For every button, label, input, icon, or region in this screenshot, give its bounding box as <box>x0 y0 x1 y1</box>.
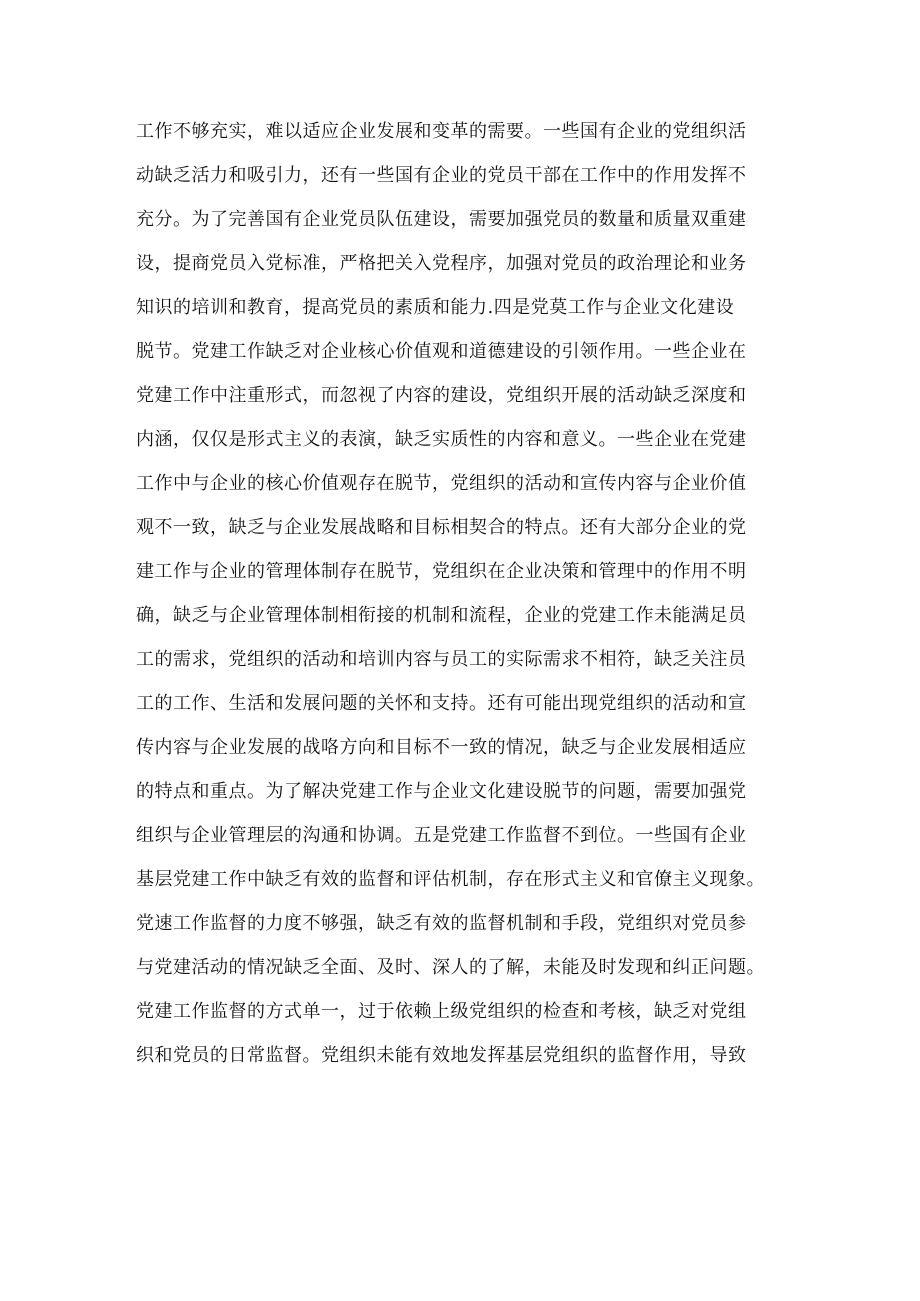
text-line: 基层党建工作中缺乏有效的监督和评估机制，存在形式主义和官僚主义现象。 <box>136 869 765 890</box>
text-line: 建工作与企业的管理体制存在脱节，党组织在企业决策和管理中的作用不明 <box>136 561 747 582</box>
text-line: 确，缺乏与企业管理体制相衔接的机制和流程，企业的党建工作未能满足员 <box>136 605 747 626</box>
text-line: 设，提商党员入党标准，严格把关入党程序，加强对党员的政治理论和业务 <box>136 253 747 274</box>
text-line: 组织与企业管理层的沟通和协调。五是党建工作监督不到位。一些国有企业 <box>136 825 747 846</box>
text-line: 传内容与企业发展的战咯方向和目标不一致的情况，缺乏与企业发展相适应 <box>136 737 747 758</box>
text-line: 与党建活动的情况缺乏全面、及时、深人的了解，未能及时发现和纠正问题。 <box>136 957 765 978</box>
text-line: 工的需求，党组织的活动和培训内容与员工的实际需求不相符，缺乏关注员 <box>136 649 747 670</box>
body-text <box>136 110 804 1078</box>
text-line: 工作不够充实，难以适应企业发展和变革的需要。一些国有企业的党组织活 <box>136 121 747 142</box>
text-line: 内涵，仅仅是形式主义的表演，缺乏实质性的内容和意义。一些企业在党建 <box>136 429 747 450</box>
text-line: 工作中与企业的核心价值观存在脱节，党组织的活动和宣传内容与企业价值 <box>136 473 747 494</box>
text-line: 党建工作监督的方式单一，过于依赖上级党组织的检查和考核，缺乏对党组 <box>136 1001 747 1022</box>
text-line: 知识的培训和教育，提高党员的素质和能力.四是党莫工作与企业文化建设 <box>136 297 735 318</box>
text-line: 充分。为了完善国有企业党员队伍建设，需要加强党员的数量和质量双重建 <box>136 209 747 230</box>
text-line: 观不一致，缺乏与企业发展战略和目标相契合的特点。还有大部分企业的党 <box>136 517 747 538</box>
text-line: 织和党员的日常监督。党组织未能有效地发挥基层党组织的监督作用，导致 <box>136 1045 747 1066</box>
text-line: 的特点和重点。为了解决党建工作与企业文化建设脱节的问题，需要加强党 <box>136 781 747 802</box>
text-line: 党速工作监督的力度不够强，缺乏有效的监督机制和手段，党组织对党员参 <box>136 913 747 934</box>
text-line: 脱节。党建工作缺乏对企业核心价值观和道德建设的引领作用。一些企业在 <box>136 341 747 362</box>
text-line: 动缺乏活力和吸引力，还有一些国有企业的党员干部在工作中的作用发挥不 <box>136 165 747 186</box>
text-line: 工的工作、生活和发展问题的关怀和支持。还有可能出现党组织的活动和宣 <box>136 693 747 714</box>
text-line: 党建工作中注重形式，而忽视了内容的建设，党组织开展的活动缺乏深度和 <box>136 385 747 406</box>
